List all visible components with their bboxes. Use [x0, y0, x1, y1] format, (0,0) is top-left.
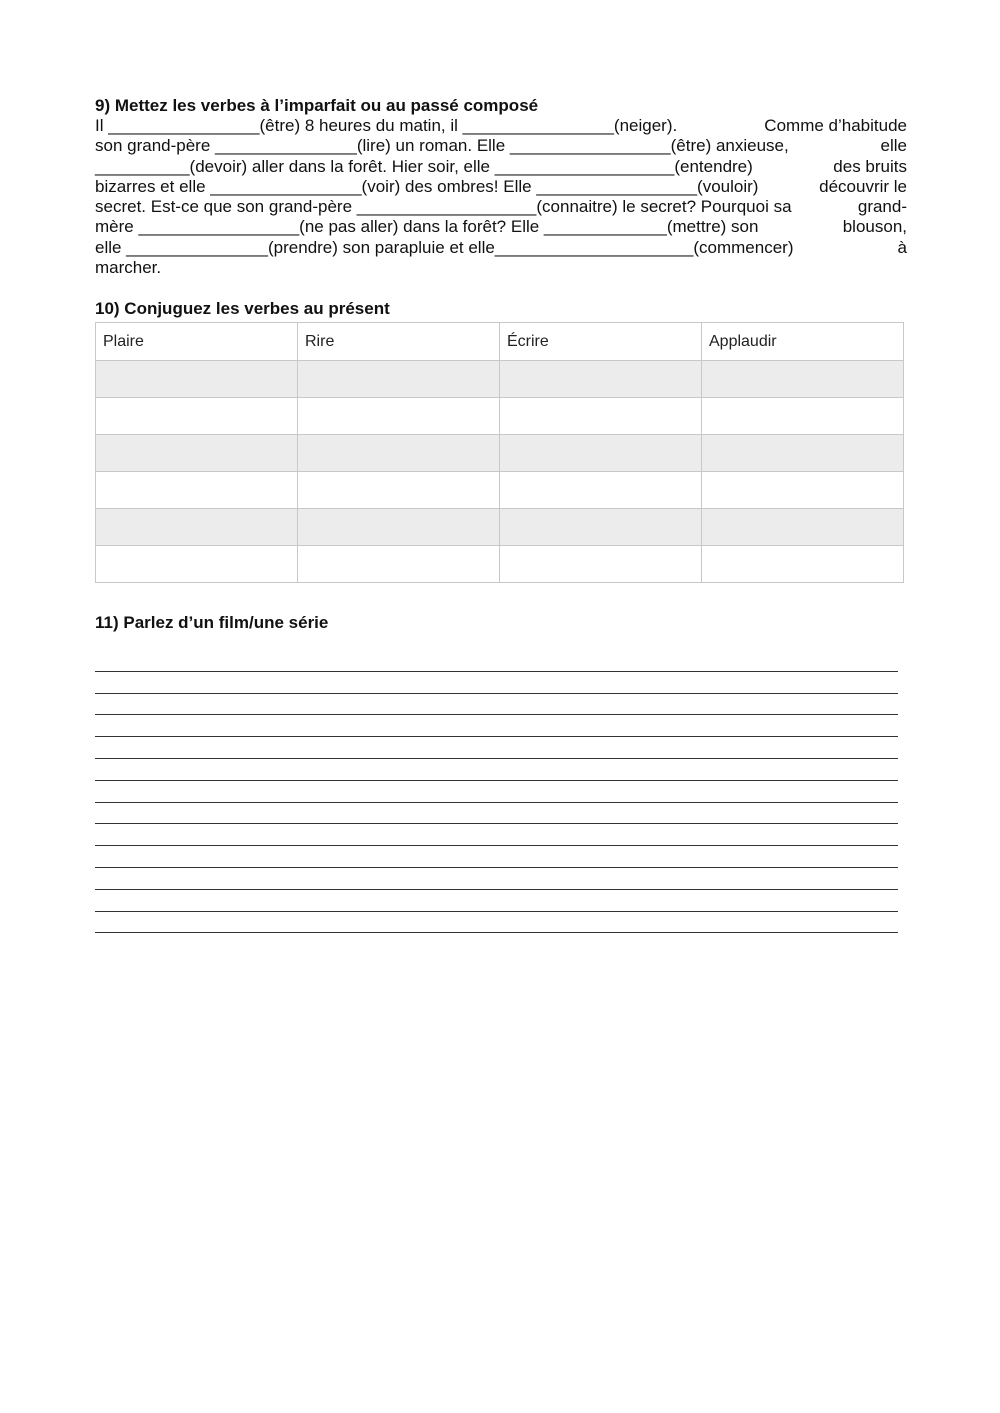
writing-line[interactable]	[95, 912, 898, 934]
exercise-9-line: Il ________________(être) 8 heures du matin, il ________________(neiger). Comme d’habitude	[95, 116, 907, 135]
answer-cell[interactable]	[298, 398, 500, 435]
table-row	[96, 435, 904, 472]
exercise-9-line: mère _________________(ne pas aller) dans la forêt? Elle _____________(mettre) son blouson,	[95, 217, 907, 237]
column-header-plaire: Plaire	[96, 323, 298, 361]
exercise-9-line: __________(devoir) aller dans la forêt. Hier soir, elle ___________________(entendre) des bruits	[95, 156, 907, 176]
answer-cell[interactable]	[702, 361, 904, 398]
answer-cell[interactable]	[298, 435, 500, 472]
answer-cell[interactable]	[500, 361, 702, 398]
answer-cell[interactable]	[500, 398, 702, 435]
answer-cell[interactable]	[298, 472, 500, 509]
exercise-10-title: 10) Conjuguez les verbes au présent	[95, 299, 390, 318]
exercise-9-line: son grand-père _______________(lire) un roman. Elle _________________(être) anxieuse, elle	[95, 136, 907, 156]
exercise-9-line: secret. Est-ce que son grand-père ___________________(connaitre) le secret? Pourquoi sa grand-	[95, 197, 907, 217]
answer-cell[interactable]	[298, 361, 500, 398]
answer-cell[interactable]	[96, 398, 298, 435]
answer-cell[interactable]	[500, 509, 702, 546]
exercise-11-title: 11) Parlez d’un film/une série	[95, 613, 329, 632]
writing-line[interactable]	[95, 890, 898, 912]
answer-cell[interactable]	[500, 546, 702, 583]
answer-cell[interactable]	[500, 472, 702, 509]
table-row	[96, 509, 904, 546]
writing-line[interactable]	[95, 868, 898, 890]
answer-cell[interactable]	[702, 546, 904, 583]
writing-line[interactable]	[95, 694, 898, 716]
exercise-9-title: 9) Mettez les verbes à l’imparfait ou au passé composé	[95, 96, 539, 115]
table-row	[96, 398, 904, 435]
exercise-9-line: marcher.	[95, 258, 162, 278]
answer-cell[interactable]	[702, 509, 904, 546]
writing-line[interactable]	[95, 737, 898, 759]
writing-line[interactable]	[95, 781, 898, 803]
answer-cell[interactable]	[298, 546, 500, 583]
answer-cell[interactable]	[500, 435, 702, 472]
writing-line[interactable]	[95, 715, 898, 737]
answer-cell[interactable]	[702, 435, 904, 472]
answer-cell[interactable]	[96, 509, 298, 546]
writing-line[interactable]	[95, 824, 898, 846]
writing-line[interactable]	[95, 803, 898, 825]
answer-cell[interactable]	[298, 509, 500, 546]
column-header-rire: Rire	[298, 323, 500, 361]
answer-cell[interactable]	[96, 472, 298, 509]
column-header-applaudir: Applaudir	[702, 323, 904, 361]
answer-cell[interactable]	[702, 472, 904, 509]
writing-line[interactable]	[95, 846, 898, 868]
writing-lines	[95, 650, 898, 933]
column-header-ecrire: Écrire	[500, 323, 702, 361]
writing-line[interactable]	[95, 672, 898, 694]
exercise-9-line: bizarres et elle ________________(voir) des ombres! Elle _________________(vouloir) découvrir le	[95, 176, 907, 196]
answer-cell[interactable]	[96, 361, 298, 398]
table-row	[96, 472, 904, 509]
answer-cell[interactable]	[96, 546, 298, 583]
table-header-row	[96, 323, 904, 361]
table-row	[96, 546, 904, 583]
answer-cell[interactable]	[702, 398, 904, 435]
writing-line[interactable]	[95, 759, 898, 781]
exercise-9-line: elle _______________(prendre) son parapluie et elle_____________________(commencer) à	[95, 237, 907, 257]
writing-line[interactable]	[95, 650, 898, 672]
exercise-9-text	[95, 116, 907, 278]
conjugation-table	[95, 322, 904, 583]
answer-cell[interactable]	[96, 435, 298, 472]
table-row	[96, 361, 904, 398]
